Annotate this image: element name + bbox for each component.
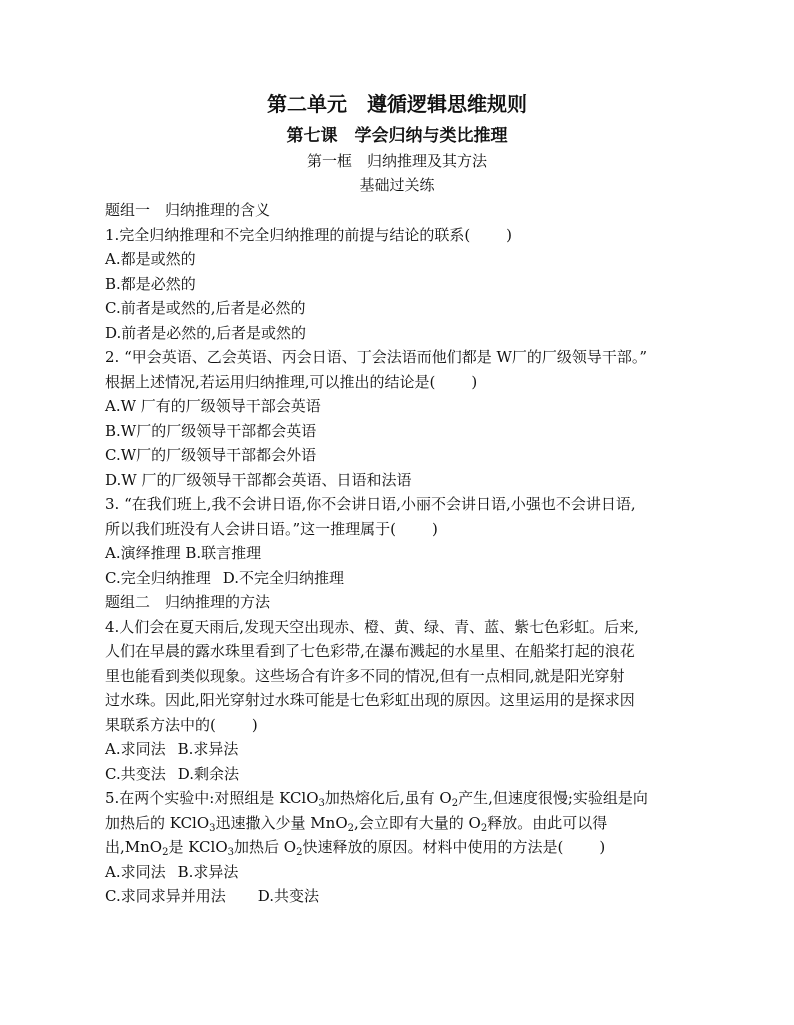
q1-stem-text: 1.完全归纳推理和不完全归纳推理的前提与结论的联系( (105, 225, 471, 244)
q2-close-paren: ) (471, 372, 478, 391)
q4-options-ab (105, 737, 705, 762)
q2-stem-line1: 2. “甲会英语、乙会英语、丙会日语、丁会法语而他们都是 W厂的厂级领导干部。” (105, 348, 648, 366)
q1-option-c: C.前者是或然的,后者是必然的 (105, 299, 306, 317)
q5-stem-line3 (105, 835, 705, 860)
q4-stem-line2: 人们在早晨的露水珠里看到了七色彩带,在瀑布溅起的水星里、在船桨打起的浪花 (105, 642, 635, 660)
q5-l1-part-a: 5.在两个实验中:对照组是 KClO (105, 789, 319, 807)
q5-l3-sub-3: 3 (227, 847, 234, 858)
q5-l2-part-b: 迅速撒入少量 MnO (215, 813, 348, 832)
q5-l1-part-b: 加热熔化后,虽有 O (324, 789, 452, 807)
q4-option-c: C.共变法 (105, 764, 166, 783)
q5-l3-part-d: 快速释放的原因。材料中使用的方法是( (302, 838, 564, 856)
exercise-title: 基础过关练 (359, 176, 435, 194)
q2-stem-line2-text: 根据上述情况,若运用归纳推理,可以推出的结论是( (105, 372, 436, 391)
q5-option-a: A.求同法 (105, 862, 166, 881)
q3-stem-line2 (105, 517, 705, 542)
q5-l3-sub-2b: 2 (296, 847, 303, 858)
q5-stem-line1 (105, 786, 705, 811)
q4-option-d: D.剩余法 (177, 764, 239, 783)
q4-stem-line4: 过水珠。因此,阳光穿射过水珠可能是七色彩虹出现的原因。这里运用的是探求因 (105, 691, 635, 709)
q1-option-d: D.前者是必然的,后者是或然的 (105, 323, 307, 342)
q5-l2-part-c: ,会立即有大量的 O (354, 813, 481, 832)
q4-options-cd (105, 762, 705, 787)
q5-l2-sub-2b: 2 (480, 822, 488, 834)
group1-title: 题组一 归纳推理的含义 (105, 201, 271, 219)
q5-option-c: C.求同求异并用法 (105, 887, 226, 905)
q4-option-a: A.求同法 (105, 740, 166, 758)
q5-option-d: D.共变法 (257, 887, 319, 905)
exercise-content (105, 198, 705, 909)
group2-title: 题组二 归纳推理的方法 (105, 593, 271, 611)
q5-l1-part-c: 产生,但速度很慢;实验组是向 (458, 789, 648, 807)
q2-option-d: D.W 厂的厂级领导干部都会英语、日语和法语 (105, 470, 412, 489)
q5-l2-part-a: 加热后的 KClO (105, 813, 210, 832)
q5-l2-sub-2a: 2 (347, 822, 354, 834)
q4-option-b: B.求异法 (177, 740, 239, 758)
q3-options-cd (105, 566, 705, 591)
q1-option-b: B.都是必然的 (105, 274, 196, 293)
q4-stem-line5-text: 果联系方法中的( (105, 715, 216, 734)
q5-close-paren: ) (599, 838, 606, 856)
q5-options-ab (105, 860, 705, 885)
q5-l3-part-c: 加热后 O (234, 838, 297, 856)
q3-stem-line2-text: 所以我们班没有人会讲日语。”这一推理属于( (105, 519, 397, 538)
q3-stem-line1: 3. “在我们班上,我不会讲日语,你不会讲日语,小丽不会讲日语,小强也不会讲日语, (105, 495, 636, 513)
q5-l1-sub-2: 2 (451, 798, 459, 809)
q1-stem (105, 223, 705, 248)
q2-option-c: C.W厂的厂级领导干部都会外语 (105, 446, 317, 464)
q4-stem-line5 (105, 713, 705, 738)
q3-option-c: C.完全归纳推理 (105, 568, 211, 587)
q1-option-a: A.都是或然的 (105, 250, 196, 268)
q3-close-paren: ) (432, 519, 438, 538)
section-title: 第一框 归纳推理及其方法 (306, 152, 487, 170)
q4-close-paren: ) (251, 715, 258, 734)
q5-l3-part-b: 是 KClO (168, 838, 228, 856)
q3-option-d: D.不完全归纳推理 (222, 568, 344, 587)
q1-close-paren: ) (506, 225, 513, 244)
q5-stem-line2 (105, 811, 705, 836)
q5-l3-sub-2a: 2 (162, 847, 169, 858)
q4-stem-line1: 4.人们会在夏天雨后,发现天空出现赤、橙、黄、绿、青、蓝、紫七色彩虹。后来, (105, 617, 639, 636)
q3-option-ab: A.演绎推理 B.联言推理 (105, 544, 262, 562)
q5-options-cd (105, 884, 705, 909)
q2-stem-line2 (105, 370, 705, 395)
q5-l1-sub-3: 3 (318, 798, 325, 809)
q5-l3-part-a: 出,MnO (105, 838, 163, 856)
q5-l2-part-d: 释放。由此可以得 (487, 813, 608, 832)
q2-option-a: A.W 厂有的厂级领导干部会英语 (105, 397, 321, 415)
q4-stem-line3: 里也能看到类似现象。这些场合有许多不同的情况,但有一点相同,就是阳光穿射 (105, 666, 625, 685)
q5-l2-sub-3: 3 (209, 822, 216, 834)
lesson-title: 第七课 学会归纳与类比推理 (286, 126, 508, 146)
q2-option-b: B.W厂的厂级领导干部都会英语 (105, 421, 317, 440)
q5-option-b: B.求异法 (177, 862, 239, 881)
unit-title: 第二单元 遵循逻辑思维规则 (267, 92, 527, 116)
